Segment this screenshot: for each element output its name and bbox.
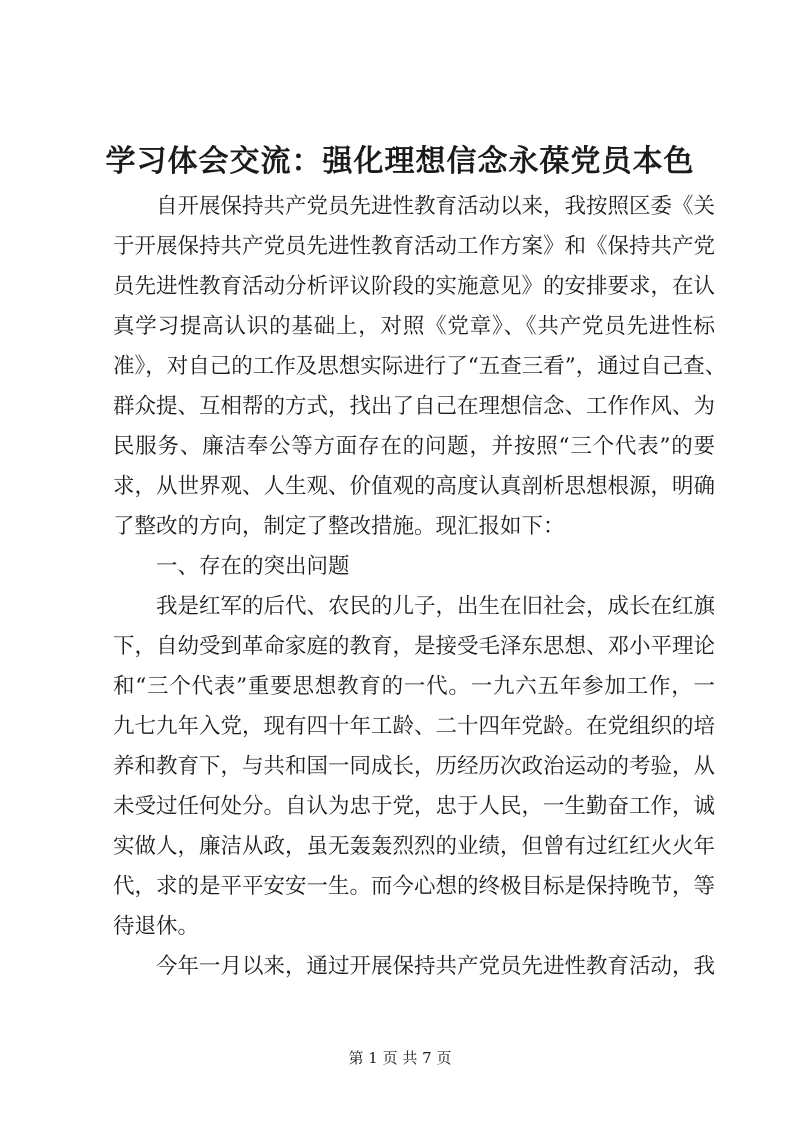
body-line: 我是红军的后代、农民的儿子，出生在旧社会，成长在红旗 [113,594,716,619]
body-line: 民服务、廉洁奉公等方面存在的问题，并按照“三个代表”的要 [113,434,715,459]
body-line: 待退休。 [113,914,200,939]
body-line: 和“三个代表”重要思想教育的一代。一九六五年参加工作，一 [113,674,715,699]
document-title: 学习体会交流：强化理想信念永葆党员本色 [105,144,695,179]
body-line: 求，从世界观、人生观、价值观的高度认真剖析思想根源，明确 [113,474,716,499]
body-line: 真学习提高认识的基础上，对照《党章》、《共产党员先进性标 [113,314,715,339]
body-line: 实做人，廉洁从政，虽无轰轰烈烈的业绩，但曾有过红红火火年 [113,834,716,859]
body-line: 自开展保持共产党员先进性教育活动以来，我按照区委《关 [113,194,716,219]
body-line: 养和教育下，与共和国一同成长，历经历次政治运动的考验，从 [113,754,716,779]
body-line: 未受过任何处分。自认为忠于党，忠于人民，一生勤奋工作，诚 [113,794,716,819]
section-heading: 一、存在的突出问题 [113,554,350,579]
page-number-footer: 第 1 页 共 7 页 [348,1049,452,1067]
body-line: 九七九年入党，现有四十年工龄、二十四年党龄。在党组织的培 [113,714,716,739]
body-line: 员先进性教育活动分析评议阶段的实施意见》的安排要求，在认 [113,274,716,299]
body-line: 代，求的是平平安安一生。而今心想的终极目标是保持晚节，等 [113,874,716,899]
body-line: 下，自幼受到革命家庭的教育，是接受毛泽东思想、邓小平理论 [113,634,716,659]
body-line: 于开展保持共产党员先进性教育活动工作方案》和《保持共产党 [113,234,716,259]
body-line: 今年一月以来，通过开展保持共产党员先进性教育活动，我 [113,954,716,979]
body-line: 了整改的方向，制定了整改措施。现汇报如下： [113,514,565,539]
document-body [113,187,727,987]
body-line: 准》，对自己的工作及思想实际进行了“五查三看”，通过自己查、 [113,354,727,379]
body-line: 群众提、互相帮的方式，找出了自己在理想信念、工作作风、为 [113,394,716,419]
